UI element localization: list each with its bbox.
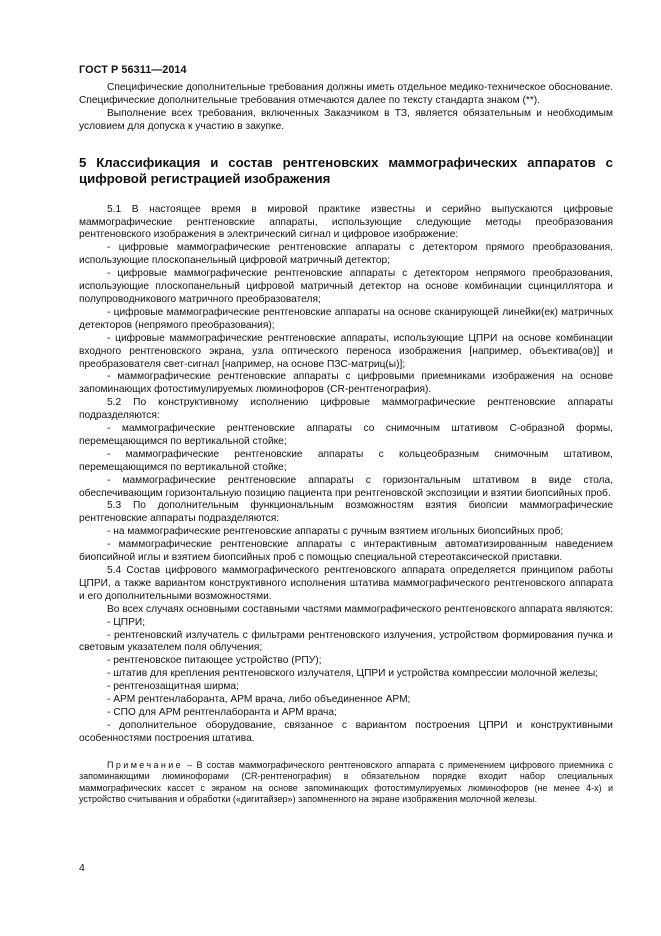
note-text: – В состав маммографического рентгеновского аппарата с применением цифрового приемника с запоминающими люминофорами (CR-рентгенография) в обязательном порядке входит набор специальных маммографических кассет с экраном на основе запоминающих фотостимулируемых люминофоров (не менее 4-х) и устройство считывания и обработки («дигитайзер») запомненного на экране изображения молочной железы. bbox=[79, 759, 613, 805]
note-paragraph bbox=[79, 760, 613, 806]
list-item: - штатив для крепления рентгеновского излучателя, ЦПРИ и устройства компрессии молочной железы; bbox=[107, 668, 599, 680]
list-item: - маммографические рентгеновские аппараты с цифровыми приемниками изображения на основе запоминающих фотостимулируемых люминофоров (CR-рентгенография). bbox=[79, 371, 613, 396]
list-item: - рентгеновское питающее устройство (РПУ); bbox=[107, 655, 322, 667]
list-item: - рентгенозащитная ширма; bbox=[107, 681, 239, 693]
note-label: Примечание bbox=[107, 759, 184, 770]
list-item: - рентгеновский излучатель с фильтрами рентгеновского излучения, устройством формирования пучка и световым указателем поля облучения; bbox=[79, 629, 613, 654]
list-item: - дополнительное оборудование, связанное с вариантом построения ЦПРИ и конструктивными особенностями построения штатива. bbox=[79, 719, 613, 744]
list-item: - маммографические рентгеновские аппараты с кольцеобразным снимочным штативом, перемещающимся по вертикальной стойке; bbox=[79, 448, 613, 473]
intro-paragraph: Выполнение всех требования, включенных Заказчиком в ТЗ, является обязательным и необходимым условием для допуска к участию в закупке. bbox=[79, 107, 613, 132]
document-header: ГОСТ Р 56311—2014 bbox=[79, 64, 187, 76]
list-item: - маммографические рентгеновские аппараты с горизонтальным штативом в виде стола, обеспечивающим горизонтальную позицию пациента при рентгеновской экспозиции и взятии биопсийных проб. bbox=[79, 474, 613, 499]
list-item: - цифровые маммографические рентгеновские аппараты с детектором прямого преобразования, использующие плоскопанельный цифровой матричный детектор; bbox=[79, 242, 613, 267]
body-paragraph: 5.3 По дополнительным функциональным возможностям взятия биопсии маммографические рентгеновские аппараты подразделяются: bbox=[79, 500, 613, 525]
section-heading: 5 Классификация и состав рентгеновских маммографических аппаратов с цифровой регистрацией изображения bbox=[79, 154, 613, 186]
list-item: - цифровые маммографические рентгеновские аппараты с детектором непрямого преобразования, использующие плоскопанельный цифровой матричный детектор на основе комбинации сцинциллятора и полупроводникового матричного преобразователя; bbox=[79, 268, 613, 305]
intro-paragraph: Специфические дополнительные требования должны иметь отдельное медико-техническое обоснование. Специфические дополнительные требования отмечаются далее по тексту стандарта знаком (**). bbox=[79, 82, 613, 106]
body-paragraph: 5.1 В настоящее время в мировой практике известны и серийно выпускаются цифровые маммографические рентгеновские аппараты, использующие следующие методы преобразования рентгеновского изображения в электрический сигнал и цифровое изображение: bbox=[79, 203, 613, 241]
list-item: - на маммографические рентгеновские аппараты с ручным взятием игольных биопсийных проб; bbox=[107, 526, 564, 538]
page-content bbox=[79, 82, 613, 806]
list-item: - маммографические рентгеновские аппараты со снимочным штативом С-образной формы, перемещающимся по вертикальной стойке; bbox=[79, 423, 613, 447]
list-item: - ЦПРИ; bbox=[107, 616, 146, 628]
list-item: - СПО для АРМ рентгенлаборанта и АРМ врача; bbox=[107, 706, 337, 718]
list-item: - цифровые маммографические рентгеновские аппараты на основе сканирующей линейки(ек) матричных детекторов (непрямого преобразования); bbox=[79, 306, 613, 331]
page-number: 4 bbox=[79, 862, 85, 874]
body-paragraph: 5.4 Состав цифрового маммографического рентгеновского аппарата определяется принципом работы ЦПРИ, а также вариантом конструктивного исполнения штатива маммографического рентгеновского аппарата и его дополнительными возможностями. bbox=[79, 565, 613, 602]
list-item: - маммографические рентгеновские аппараты с интерактивным автоматизированным наведением биопсийной иглы и взятием биопсийных проб с помощью специальной стереотаксической приставки. bbox=[79, 539, 613, 564]
body-paragraph: 5.2 По конструктивному исполнению цифровые маммографические рентгеновские аппараты подразделяются: bbox=[79, 397, 613, 422]
body-paragraph: Во всех случаях основными составными частями маммографического рентгеновского аппарата являются: bbox=[107, 603, 613, 615]
list-item: - цифровые маммографические рентгеновские аппараты, использующие ЦПРИ на основе комбинации входного рентгеновского экрана, узла оптического переноса изображения [например, объектива(ов)] и преобразователя свет-сигнал [например, на основе ПЗС-матриц(ы)]; bbox=[79, 332, 613, 370]
list-item: - АРМ рентгенлаборанта, АРМ врача, либо объединенное АРМ; bbox=[107, 694, 411, 706]
section-body bbox=[79, 204, 613, 746]
